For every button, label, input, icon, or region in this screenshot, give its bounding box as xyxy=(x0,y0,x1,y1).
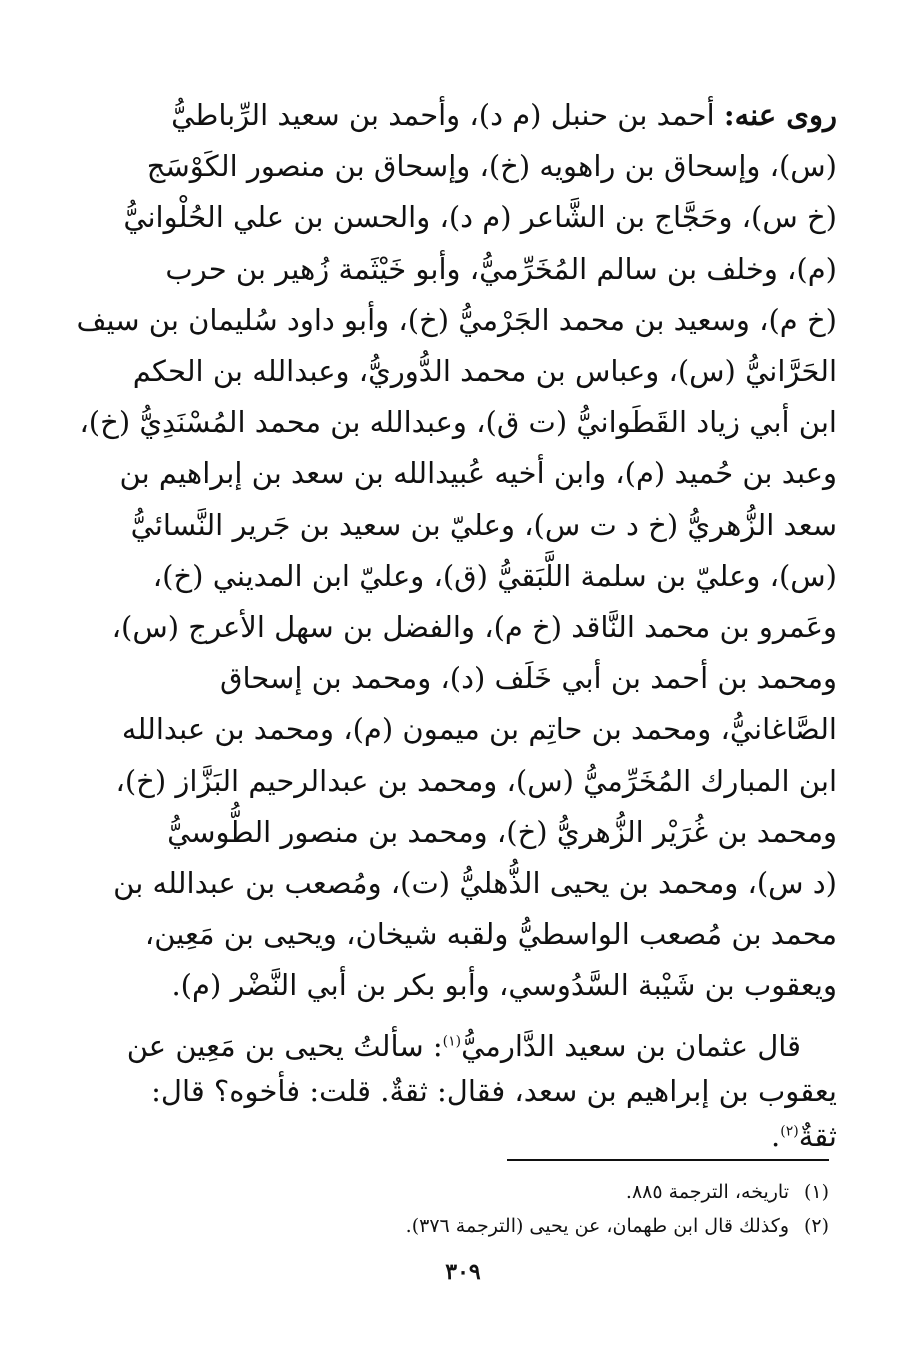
narrators-line-7: ابن أبي زياد القَطَوانيُّ (ت ق)، وعبدالله بن محمد المُسْنَدِيُّ (خ)، xyxy=(79,405,837,440)
narrators-line-11: وعَمرو بن محمد النَّاقد (خ م)، والفضل بن سهل الأعرج (س)، xyxy=(111,610,837,645)
footnote-ref-1: (١) xyxy=(442,1033,462,1049)
narrators-line-10: (س)، وعليّ بن سلمة اللَّبَقيُّ (ق)، وعليّ ابن المديني (خ)، xyxy=(152,558,837,593)
narrators-line-17: محمد بن مُصعب الواسطيُّ ولقبه شيخان، ويحيى بن مَعِين، xyxy=(144,917,837,952)
narrators-line-18: ويعقوب بن شَيْبة السَّدُوسي، وأبو بكر بن أبي النَّضْر (م). xyxy=(171,968,837,1003)
narrators-paragraph xyxy=(76,90,837,1012)
quote-line-1 xyxy=(125,1024,837,1069)
footnote-2 xyxy=(300,1209,829,1243)
narrators-line-15: ومحمد بن غُرَيْر الزُّهريُّ (خ)، ومحمد بن منصور الطُّوسيُّ xyxy=(167,814,837,849)
narrators-lead: روى عنه: xyxy=(723,98,837,132)
narrators-line-12: ومحمد بن أحمد بن أبي خَلَف (د)، ومحمد بن إسحاق xyxy=(219,661,837,696)
narrators-line-13: الصَّاغانيُّ، ومحمد بن حاتِم بن ميمون (م)، ومحمد بن عبدالله xyxy=(121,712,837,747)
quote-text: . xyxy=(771,1118,781,1153)
quote-line-3 xyxy=(125,1114,837,1159)
footnote-number: (١) xyxy=(803,1181,829,1203)
footnotes xyxy=(300,1175,829,1243)
footnote-text: تاريخه، الترجمة ٨٨٥. xyxy=(625,1181,789,1203)
narrators-line-text: أحمد بن حنبل (م د)، وأحمد بن سعيد الرِّباطيُّ xyxy=(171,98,724,132)
narrators-line-8: وعبد بن حُميد (م)، وابن أخيه عُبيدالله بن سعد بن إبراهيم بن xyxy=(119,456,837,491)
narrators-line-16: (د س)، ومحمد بن يحيى الذُّهليُّ (ت)، ومُصعب بن عبدالله بن xyxy=(113,866,837,901)
darimi-quote-paragraph xyxy=(125,1024,837,1159)
narrators-line-9: سعد الزُّهريُّ (خ د ت س)، وعليّ بن سعيد بن جَرير النَّسائيُّ xyxy=(130,507,837,542)
footnote-text: وكذلك قال ابن طهمان، عن يحيى (الترجمة ٣٧٦). xyxy=(405,1215,789,1237)
narrators-line-1 xyxy=(125,90,837,141)
page-number: ٣٠٩ xyxy=(445,1259,481,1285)
quote-text: ثقةٌ xyxy=(798,1118,837,1153)
narrators-line-3: (خ س)، وحَجَّاج بن الشَّاعر (م د)، والحسن بن علي الحُلْوانيُّ xyxy=(123,200,837,235)
narrators-line-14: ابن المبارك المُخَرِّميُّ (س)، ومحمد بن عبدالرحيم البَزَّاز (خ)، xyxy=(115,763,837,798)
narrators-line-5: (خ م)، وسعيد بن محمد الجَرْميُّ (خ)، وأبو داود سُليمان بن سيف xyxy=(76,302,837,337)
footnote-1 xyxy=(300,1175,829,1209)
page-body xyxy=(76,90,837,1159)
quote-line-2: يعقوب بن إبراهيم بن سعد، فقال: ثقةٌ. قلت: فأخوه؟ قال: xyxy=(151,1073,837,1108)
footnote-ref-2: (٢) xyxy=(780,1123,799,1139)
narrators-line-6: الحَرَّانيُّ (س)، وعباس بن محمد الدُّوريُّ، وعبدالله بن الحكم xyxy=(132,354,837,389)
quote-text: : سألتُ يحيى بن مَعِين عن xyxy=(126,1028,443,1063)
quote-text: قال عثمان بن سعيد الدَّارميُّ xyxy=(461,1028,801,1063)
narrators-line-4: (م)، وخلف بن سالم المُخَرِّميُّ، وأبو خَيْثَمة زُهير بن حرب xyxy=(165,251,837,286)
footnote-number: (٢) xyxy=(803,1215,829,1237)
narrators-line-2: (س)، وإسحاق بن راهويه (خ)، وإسحاق بن منصور الكَوْسَج xyxy=(146,149,837,184)
footnote-divider xyxy=(507,1159,829,1161)
